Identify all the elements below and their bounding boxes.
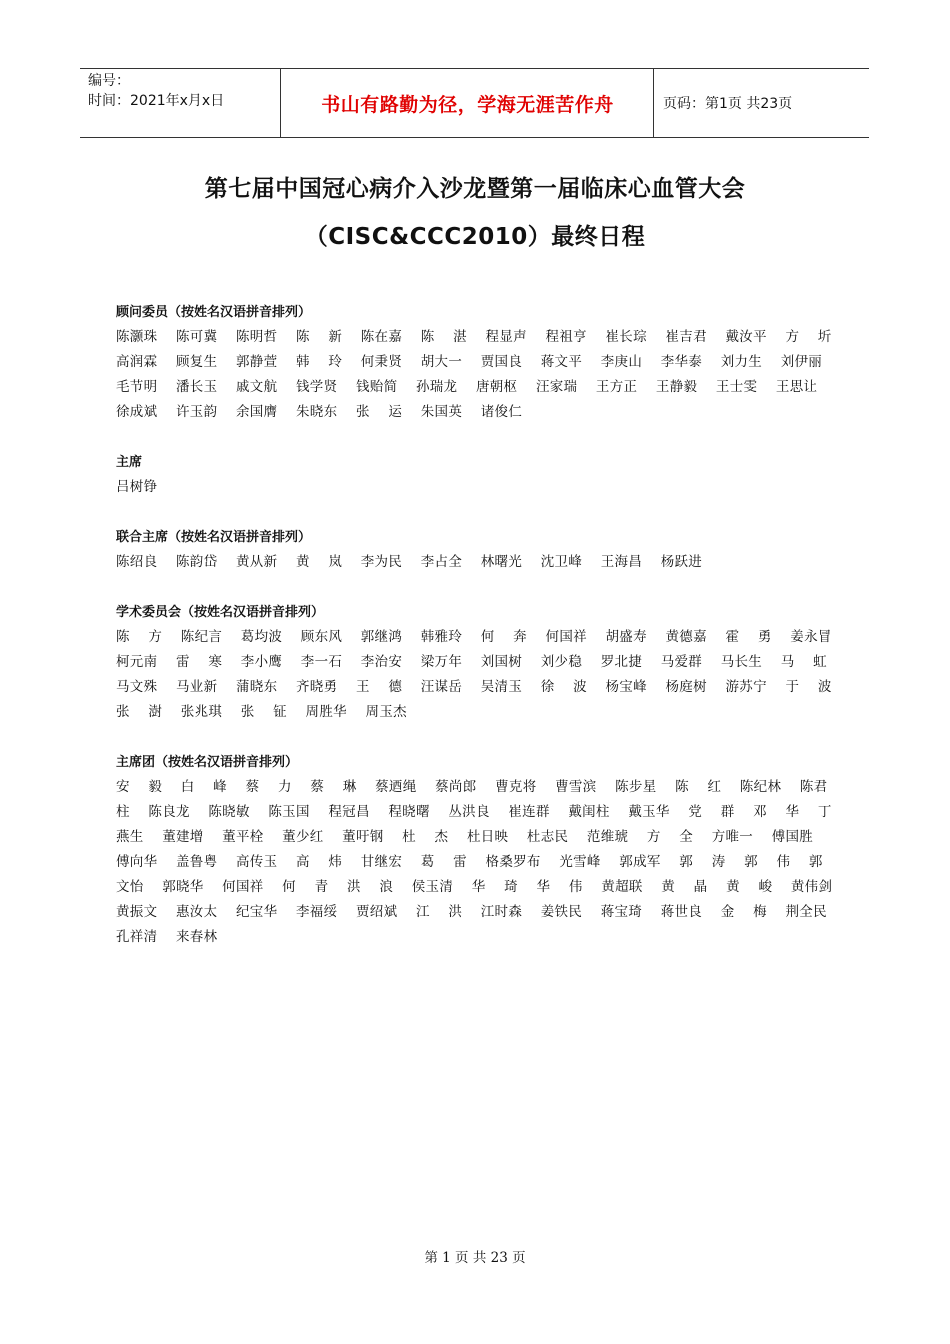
section-heading-presidium: 主席团（按姓名汉语拼音排列） [116, 755, 299, 770]
advisor-names: 陈灏珠 陈可冀 陈明哲 陈 新 陈在嘉 陈 湛 程显声 程祖亨 崔长琮 崔吉君 戴汝平 方 圻 高润霖 顾复生 郭静萱 韩 玲 何秉贤 胡大一 贾国良 蒋文平 李庚山 李华泰 刘力生 刘伊丽 毛节明 潘长玉 戚文航 钱学贤 钱贻简 孙瑞龙 唐朝枢 汪家瑞 王方正 王静毅 王士雯 王思让 徐成斌 许玉韵 余国膺 朱晓东 张 运 朱国英 诸俊仁 [116, 329, 832, 420]
document-title-line1: 第七届中国冠心病介入沙龙暨第一届临床心血管大会 [204, 176, 746, 202]
page-footer: 第 1 页 共 23 页 [424, 1250, 526, 1266]
document-body [116, 300, 836, 950]
academic-names: 陈 方 陈纪言 葛均波 顾东风 郭继鸿 韩雅玲 何 奔 何国祥 胡盛寿 黄德嘉 霍 勇 姜永冒 柯元南 雷 寒 李小鹰 李一石 李治安 梁万年 刘国树 刘少稳 罗北捷 马爱群 马长生 马 虹 马文殊 马业新 蒲晓东 齐晓勇 王 德 汪谋岳 吴清玉 徐 波 杨宝峰 杨庭树 游苏宁 于 波 张 澍 张兆琪 张 钲 周胜华 周玉杰 [116, 629, 832, 720]
header-page-info: 页码：第1页 共23页 [663, 96, 793, 112]
date-label: 时间：2021年x月x日 [88, 93, 225, 109]
co-chair-names: 陈绍良 陈韵岱 黄从新 黄 岚 李为民 李占全 林曙光 沈卫峰 王海昌 杨跃进 [116, 554, 703, 570]
header-divider [653, 69, 654, 137]
document-title-line2: （CISC&CCC2010）最终日程 [304, 224, 646, 250]
page-header [80, 68, 869, 138]
header-motto: 书山有路勤为径，学海无涯苦作舟 [321, 93, 614, 116]
section-heading-academic: 学术委员会（按姓名汉语拼音排列） [116, 605, 325, 620]
header-meta [88, 71, 278, 111]
section-heading-co-chairs: 联合主席（按姓名汉语拼音排列） [116, 530, 312, 545]
chair-names: 吕树铮 [116, 479, 158, 495]
number-label: 编号： [88, 73, 130, 89]
section-heading-advisors: 顾问委员（按姓名汉语拼音排列） [116, 305, 312, 320]
section-heading-chair: 主席 [116, 455, 143, 470]
presidium-names: 安 毅 白 峰 蔡 力 蔡 琳 蔡迺绳 蔡尚郎 曹克将 曹雪滨 陈步星 陈 红 陈纪林 陈君柱 陈良龙 陈晓敏 陈玉国 程冠昌 程晓曙 丛洪良 崔连群 戴闺柱 戴玉华 党 群 邓 华 丁燕生 董建增 董平栓 董少红 董吁钢 杜 杰 杜日映 杜志民 范维琥 方 全 方唯一 傅国胜 傅向华 盖鲁粤 高传玉 高 炜 甘继宏 葛 雷 格桑罗布 光雪峰 郭成军 郭 涛 郭 伟 郭文怡 郭晓华 何国祥 何 青 洪 浪 侯玉清 华 琦 华 伟 黄超联 黄 晶 黄 峻 黄伟剑 黄振文 惠汝太 纪宝华 李福绥 贾绍斌 江 洪 江时森 姜铁民 蒋宝琦 蒋世良 金 梅 荆全民 孔祥清 来春林 [116, 779, 833, 945]
